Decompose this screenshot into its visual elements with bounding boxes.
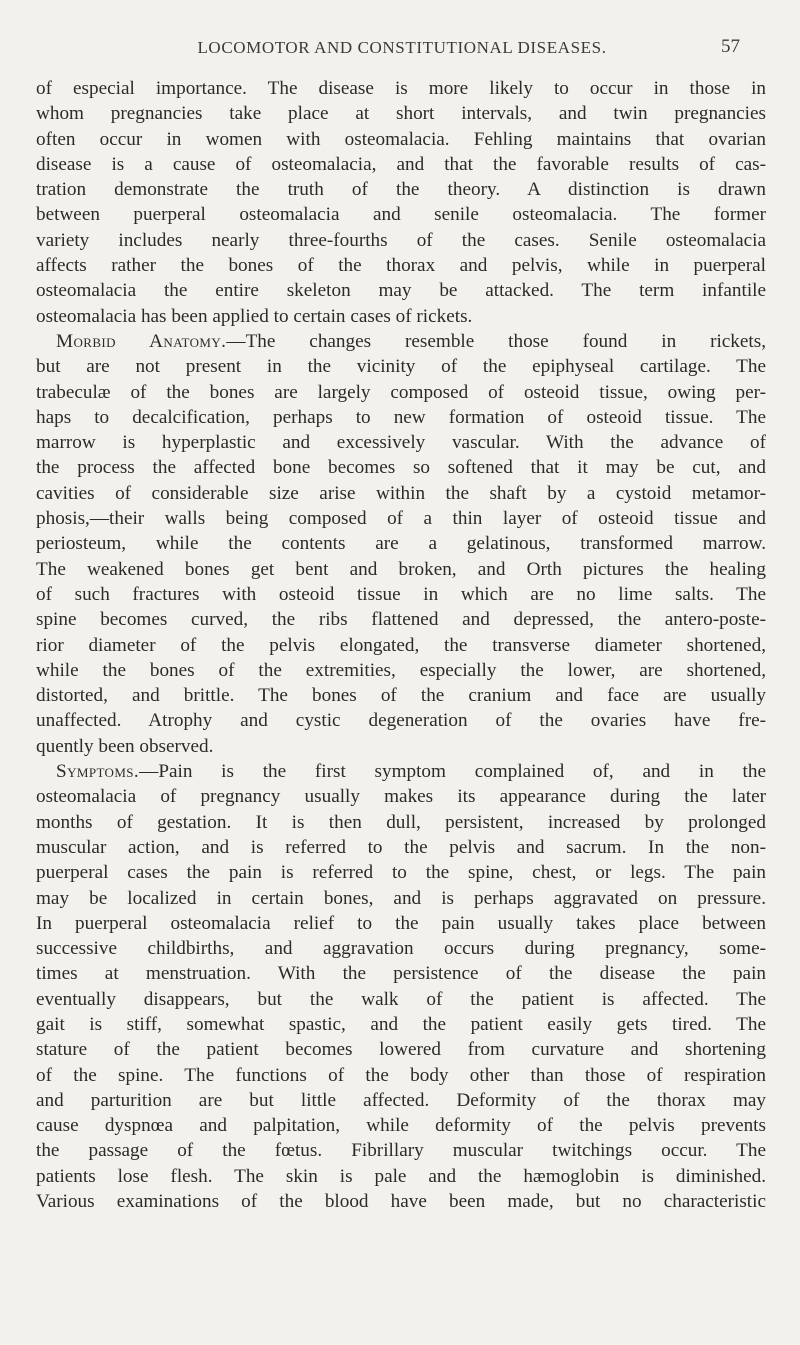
- text-line: [36, 759, 766, 784]
- text-line: osteomalacia the entire skeleton may be attacked. The term infantile: [36, 280, 766, 302]
- text-line: The weakened bones get bent and broken, and Orth pictures the healing: [36, 558, 766, 580]
- text-line: tration demonstrate the truth of the theory. A distinction is drawn: [36, 179, 766, 201]
- running-title: LOCOMOTOR AND CONSTITUTIONAL DISEASES.: [197, 38, 607, 57]
- text-line: [36, 329, 766, 354]
- text-line: osteomalacia has been applied to certain cases of rickets.: [36, 305, 473, 327]
- section-heading-morbid-anatomy: Morbid Anatomy.: [56, 330, 227, 352]
- text-line: marrow is hyperplastic and excessively vascular. With the advance of: [36, 432, 766, 454]
- text-line: may be localized in certain bones, and is perhaps aggravated on pressure.: [36, 887, 766, 909]
- section-heading-symptoms: Symptoms.: [56, 761, 140, 783]
- text-line: times at menstruation. With the persistence of the disease the pain: [36, 963, 766, 985]
- paragraph-intro: [36, 76, 766, 329]
- text-line: between puerperal osteomalacia and senile osteomalacia. The former: [36, 204, 766, 226]
- text-line: whom pregnancies take place at short intervals, and twin pregnancies: [36, 103, 766, 125]
- text-line: gait is stiff, somewhat spastic, and the patient easily gets tired. The: [36, 1013, 766, 1035]
- text-line: of such fractures with osteoid tissue in which are no lime salts. The: [36, 583, 766, 605]
- text-line: cavities of considerable size arise within the shaft by a cystoid metamor-: [36, 482, 766, 504]
- text-line-rest: —The changes resemble those found in rickets,: [226, 330, 767, 352]
- paragraph-symptoms: [36, 759, 766, 1214]
- text-line: patients lose flesh. The skin is pale and the hæmoglobin is diminished.: [36, 1165, 766, 1187]
- text-line: quently been observed.: [36, 735, 214, 757]
- text-line: trabeculæ of the bones are largely composed of osteoid tissue, owing per-: [36, 381, 766, 403]
- text-line: eventually disappears, but the walk of the patient is affected. The: [36, 988, 766, 1010]
- text-line: the passage of the fœtus. Fibrillary muscular twitchings occur. The: [36, 1140, 766, 1162]
- text-line: often occur in women with osteomalacia. Fehling maintains that ovarian: [36, 128, 766, 150]
- text-line: disease is a cause of osteomalacia, and that the favorable results of cas-: [36, 153, 766, 175]
- text-line: Various examinations of the blood have been made, but no characteristic: [36, 1191, 766, 1213]
- text-line: variety includes nearly three-fourths of the cases. Senile osteomalacia: [36, 229, 766, 251]
- text-line: haps to decalcification, perhaps to new formation of osteoid tissue. The: [36, 406, 766, 428]
- text-line: spine becomes curved, the ribs flattened and depressed, the antero-poste-: [36, 609, 766, 631]
- text-line: puerperal cases the pain is referred to the spine, chest, or legs. The pain: [36, 862, 766, 884]
- text-line: of the spine. The functions of the body other than those of respiration: [36, 1064, 766, 1086]
- text-line: osteomalacia of pregnancy usually makes its appearance during the later: [36, 786, 766, 808]
- text-line: rior diameter of the pelvis elongated, the transverse diameter shortened,: [36, 634, 766, 656]
- text-line: but are not present in the vicinity of the epiphyseal cartilage. The: [36, 356, 766, 378]
- text-line: distorted, and brittle. The bones of the cranium and face are usually: [36, 685, 766, 707]
- text-line: cause dyspnœa and palpitation, while deformity of the pelvis prevents: [36, 1115, 766, 1137]
- text-line: unaffected. Atrophy and cystic degeneration of the ovaries have fre-: [36, 710, 766, 732]
- text-line-rest: —Pain is the first symptom complained of, and in the: [139, 761, 766, 783]
- text-line: and parturition are but little affected. Deformity of the thorax may: [36, 1089, 766, 1111]
- paragraph-morbid-anatomy: [36, 329, 766, 759]
- text-line: muscular action, and is referred to the pelvis and sacrum. In the non-: [36, 836, 766, 858]
- text-line: the process the affected bone becomes so softened that it may be cut, and: [36, 457, 766, 479]
- page-number: 57: [721, 36, 740, 57]
- text-line: In puerperal osteomalacia relief to the pain usually takes place between: [36, 912, 766, 934]
- text-line: stature of the patient becomes lowered from curvature and shortening: [36, 1039, 766, 1061]
- text-line: successive childbirths, and aggravation occurs during pregnancy, some-: [36, 938, 766, 960]
- text-line: of especial importance. The disease is more likely to occur in those in: [36, 78, 766, 99]
- text-line: periosteum, while the contents are a gelatinous, transformed marrow.: [36, 533, 766, 555]
- text-line: months of gestation. It is then dull, persistent, increased by prolonged: [36, 811, 766, 833]
- text-line: phosis,—their walls being composed of a thin layer of osteoid tissue and: [36, 508, 766, 530]
- body-text: [36, 76, 766, 1214]
- text-line: while the bones of the extremities, especially the lower, are shortened,: [36, 659, 766, 681]
- text-line: affects rather the bones of the thorax and pelvis, while in puerperal: [36, 255, 766, 277]
